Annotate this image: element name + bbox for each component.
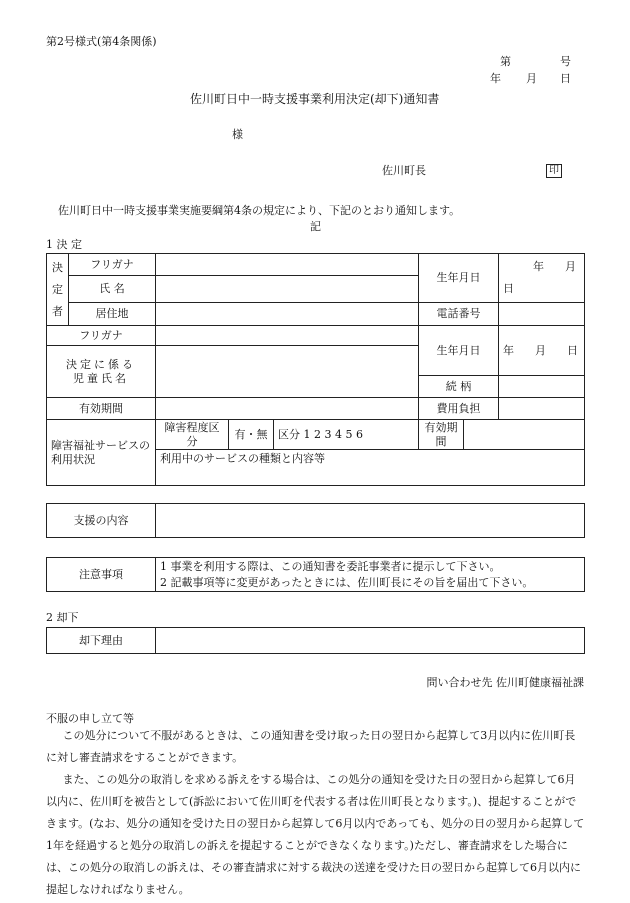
contact-info: 問い合わせ先 佐川町健康福祉課 <box>426 676 584 689</box>
birth-day-label: 日 <box>503 282 514 295</box>
decider-birth-field[interactable] <box>499 254 585 303</box>
notes-content <box>156 558 585 592</box>
rejection-reason-label: 却下理由 <box>47 628 156 654</box>
objection-paragraph: また、この処分の取消しを求める訴えをする場合は、この処分の通知を受けた日の翌日から起算して6月以内に、佐川町を被告として(訴訟において佐川町を代表する者は佐川町長となります。)、提起することができます。(なお、処分の通知を受けた日の翌日から起算して6月以内であっても、処分の日の翌月から起算して1年を経過すると処分の取消しの訴えを提起することができなくなります。)ただし、審査請求をした場合には、この処分の取消しの訴えは、その審査請求に対する裁決の送達を受けた日の翌日から起算して6月以内に提起しなければなりません。 <box>46 773 585 896</box>
child-name-label: 決定に係る児童氏名 <box>47 346 156 398</box>
child-furigana-field[interactable] <box>156 326 419 346</box>
seal-mark: 印 <box>546 164 562 178</box>
ki-marker: 記 <box>310 220 321 233</box>
date-year-label: 年 <box>490 72 501 85</box>
cost-label: 費用負担 <box>419 398 499 420</box>
objection-heading: 不服の申し立て等 <box>46 712 134 725</box>
support-table <box>46 503 585 538</box>
birth-month-label: 月 <box>565 260 576 274</box>
birth-year-label: 年 <box>533 260 545 274</box>
decision-table <box>46 253 585 486</box>
validity-label: 有効期間 <box>47 398 156 420</box>
valid-period-label: 有効期間 <box>419 420 464 450</box>
note-item: 1 事業を利用する際は、この通知書を委託事業者に提示して下さい。 <box>160 559 501 573</box>
child-birth-label: 生年月日 <box>419 326 499 376</box>
phone-label: 電話番号 <box>419 303 499 326</box>
number-suffix: 号 <box>560 55 571 68</box>
support-label: 支援の内容 <box>47 504 156 538</box>
decider-furigana-field[interactable] <box>156 254 419 276</box>
yes-no-option[interactable]: 有・無 <box>229 420 274 450</box>
decider-address-field[interactable] <box>156 303 419 326</box>
name-label: 氏 名 <box>69 276 156 303</box>
address-label: 居住地 <box>69 303 156 326</box>
furigana-label: フリガナ <box>69 254 156 276</box>
note-item: 2 記載事項等に変更があったときには、佐川町長にその旨を届出て下さい。 <box>160 575 534 589</box>
document-title: 佐川町日中一時支援事業利用決定(却下)通知書 <box>190 92 440 106</box>
date-day-label: 日 <box>560 72 571 85</box>
child-name-field[interactable] <box>156 346 419 398</box>
service-content-label: 利用中のサービスの種類と内容等 <box>160 452 325 465</box>
disability-level-label: 障害程度区 分 <box>156 420 229 450</box>
addressee-suffix: 様 <box>232 128 243 141</box>
rejection-table <box>46 627 585 654</box>
decider-phone-field[interactable] <box>499 303 585 326</box>
section1-heading: 1 決 定 <box>46 238 82 251</box>
number-prefix: 第 <box>500 55 511 68</box>
birth-label: 生年月日 <box>419 254 499 303</box>
rejection-reason-field[interactable] <box>156 628 585 654</box>
section2-heading: 2 却下 <box>46 611 79 624</box>
category-options[interactable]: 区分 1 2 3 4 5 6 <box>274 420 419 450</box>
child-birth-field[interactable]: 年 月 日 <box>499 326 585 376</box>
issuer-name: 佐川町長 <box>382 164 426 177</box>
objection-text <box>46 725 586 901</box>
valid-period-field[interactable] <box>464 420 585 450</box>
form-number: 第2号様式(第4条関係) <box>46 35 157 48</box>
decider-name-field[interactable] <box>156 276 419 303</box>
notes-table <box>46 557 585 592</box>
notes-label: 注意事項 <box>47 558 156 592</box>
intro-text: 佐川町日中一時支援事業実施要綱第4条の規定により、下記のとおり通知します。 <box>58 204 461 217</box>
decider-label: 決 定 者 <box>47 254 69 326</box>
support-field[interactable] <box>156 504 585 538</box>
validity-field[interactable] <box>156 398 419 420</box>
relation-field[interactable] <box>499 376 585 398</box>
relation-label: 続 柄 <box>419 376 499 398</box>
child-furigana-label: フリガナ <box>47 326 156 346</box>
objection-paragraph: この処分について不服があるときは、この通知書を受け取った日の翌日から起算して3月以内に佐川町長に対し審査請求をすることができます。 <box>46 729 576 764</box>
date-month-label: 月 <box>526 72 537 85</box>
welfare-service-label: 障害福祉サービスの利用状況 <box>47 420 156 486</box>
service-content-field[interactable] <box>156 450 585 486</box>
cost-field[interactable] <box>499 398 585 420</box>
